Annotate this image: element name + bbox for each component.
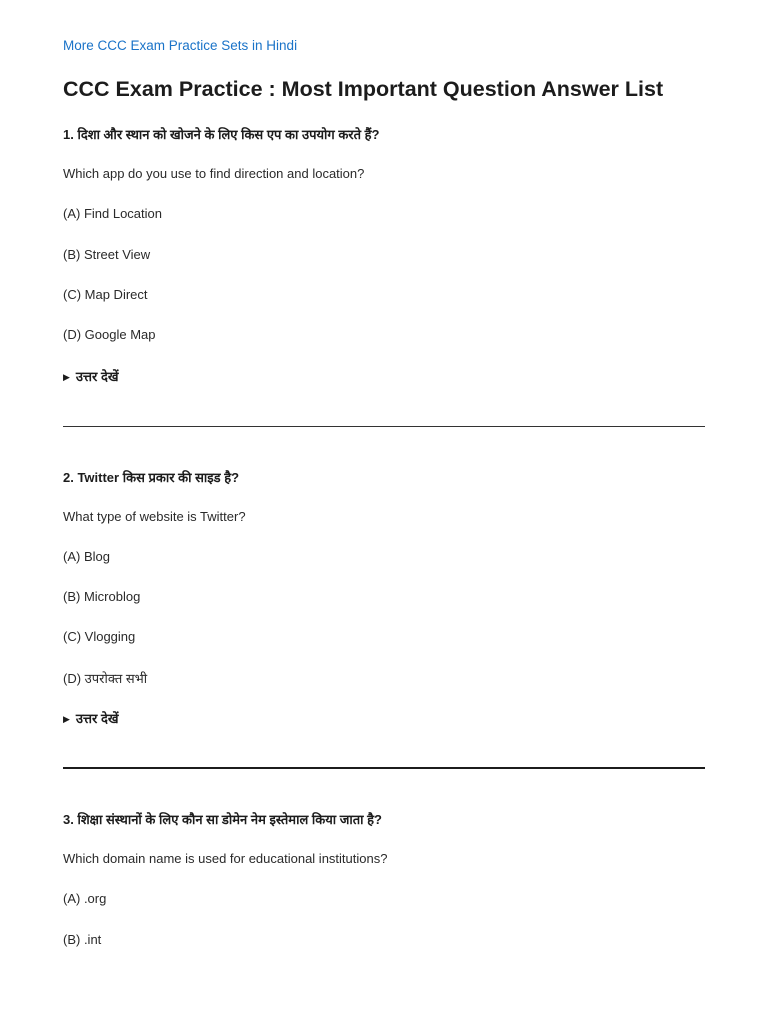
question-3-hindi: 3. शिक्षा संस्थानों के लिए कौन सा डोमेन नेम इस्तेमाल किया जाता है? (63, 812, 382, 827)
question-2-hindi: 2. Twitter किस प्रकार की साइड है? (63, 470, 240, 485)
question-1-option-d: (D) Google Map (63, 327, 156, 342)
question-1-option-b: (B) Street View (63, 247, 151, 262)
triangle-right-icon: ▶ (63, 714, 70, 724)
answer-toggle-label: उत्तर देखें (75, 711, 119, 726)
question-divider (63, 767, 705, 769)
more-practice-sets-link[interactable]: More CCC Exam Practice Sets in Hindi (63, 38, 298, 53)
question-1-hindi: 1. दिशा और स्थान को खोजने के लिए किस एप का उपयोग करते हैं? (63, 127, 380, 142)
question-1-english: Which app do you use to find direction and location? (63, 166, 365, 181)
question-2-answer-toggle[interactable] (63, 709, 119, 727)
question-3-english: Which domain name is used for educational institutions? (63, 851, 388, 866)
question-2-option-d: (D) उपरोक्त सभी (63, 671, 148, 686)
question-1-answer-toggle[interactable] (63, 367, 119, 385)
answer-toggle-label: उत्तर देखें (75, 369, 119, 384)
question-2-option-b: (B) Microblog (63, 589, 141, 604)
question-3-option-b: (B) .int (63, 932, 102, 947)
page-title: CCC Exam Practice : Most Important Question Answer List (63, 77, 664, 101)
question-3-option-a: (A) .org (63, 891, 107, 906)
question-divider (63, 426, 705, 427)
triangle-right-icon: ▶ (63, 372, 70, 382)
question-2-english: What type of website is Twitter? (63, 509, 246, 524)
question-1-option-a: (A) Find Location (63, 206, 162, 221)
question-2-option-c: (C) Vlogging (63, 629, 136, 644)
question-2-option-a: (A) Blog (63, 549, 110, 564)
question-1-option-c: (C) Map Direct (63, 287, 148, 302)
